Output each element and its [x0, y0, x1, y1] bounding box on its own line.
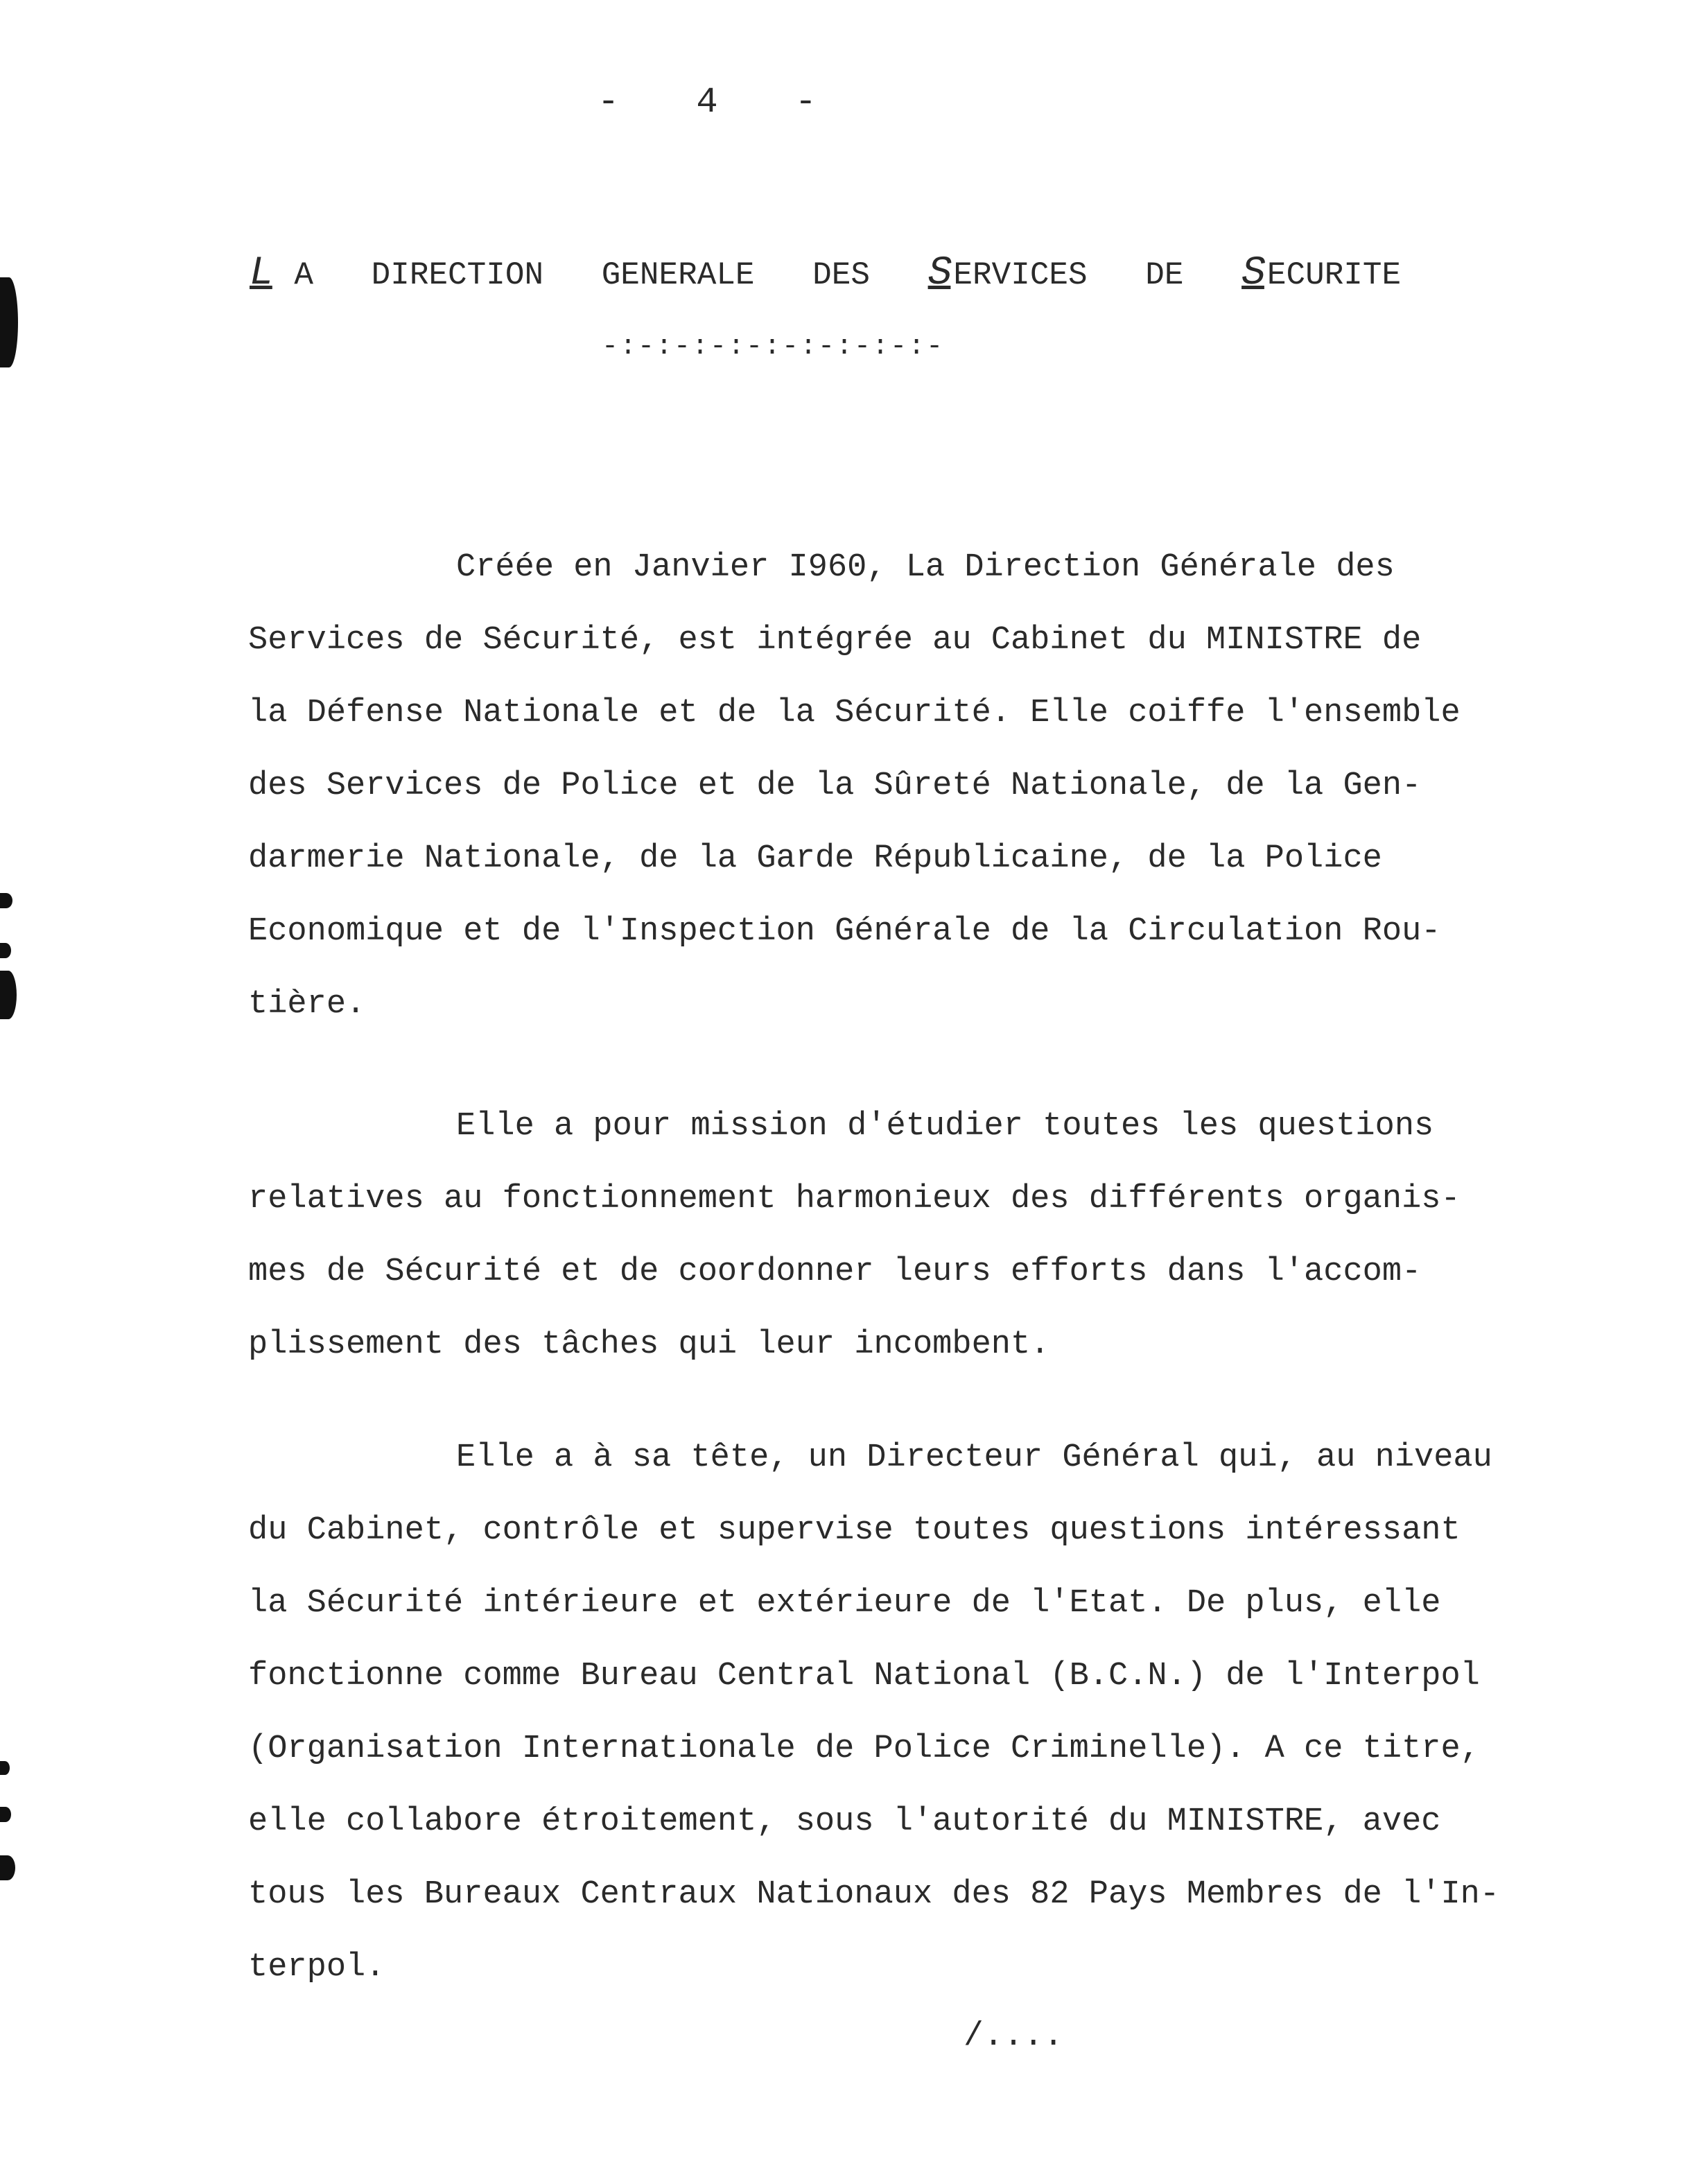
paragraph-mission [248, 1090, 1551, 1381]
paragraph-line: la Défense Nationale et de la Sécurité. Elle coiffe l'ensemble [248, 695, 1461, 731]
heading-word-text: GENERALE [601, 257, 755, 293]
binding-hole-mark [0, 971, 17, 1019]
paragraph-line: du Cabinet, contrôle et supervise toutes questions intéressant [248, 1512, 1461, 1549]
paragraph-line: (Organisation Internationale de Police Criminelle). A ce titre, [248, 1731, 1480, 1767]
binding-hole-mark [0, 1855, 15, 1880]
paragraph-line: des Services de Police et de la Sûreté Nationale, de la Gen- [248, 768, 1422, 804]
heading-word-text: ECURITE [1266, 257, 1402, 293]
heading-word [250, 251, 314, 296]
binding-hole-mark [0, 277, 18, 367]
paragraph-line: Elle a à sa tête, un Directeur Général qui, au niveau [456, 1439, 1492, 1476]
heading-word-text: DIRECTION [371, 257, 544, 293]
heading-word [1241, 251, 1402, 296]
paragraph-line: terpol. [248, 1949, 385, 1986]
paragraph-line: Economique et de l'Inspection Générale de la Circulation Rou- [248, 913, 1441, 950]
binding-hole-mark [0, 893, 12, 908]
paragraph-creation [248, 531, 1551, 1041]
page-number: - 4 - [597, 82, 845, 123]
document-heading [250, 251, 1525, 296]
heading-word-text: DES [812, 257, 870, 293]
paragraph-line: fonctionne comme Bureau Central National (B.C.N.) de l'Interpol [248, 1658, 1480, 1695]
heading-word-text: ERVICES [953, 257, 1088, 293]
heading-word [927, 251, 1088, 296]
heading-word [1145, 257, 1183, 293]
paragraph-line: Elle a pour mission d'étudier toutes les questions [456, 1108, 1434, 1145]
binding-hole-mark [0, 1807, 11, 1822]
paragraph-line: tière. [248, 986, 366, 1023]
heading-word [602, 257, 755, 293]
heading-initial: S [1241, 251, 1264, 296]
paragraph-line: relatives au fonctionnement harmonieux des différents organis- [248, 1181, 1461, 1217]
continuation-mark: /.... [964, 2018, 1064, 2055]
heading-word [372, 257, 543, 293]
paragraph-line: mes de Sécurité et de coordonner leurs efforts dans l'accom- [248, 1254, 1422, 1290]
paragraph-line: plissement des tâches qui leur incombent. [248, 1326, 1050, 1363]
heading-word-text: DE [1145, 257, 1184, 293]
binding-hole-mark [0, 943, 11, 958]
paragraph-line: tous les Bureaux Centraux Nationaux des 82 Pays Membres de l'In- [248, 1876, 1500, 1913]
heading-word-text: A [294, 257, 314, 293]
heading-initial: S [927, 251, 951, 296]
paragraph-line: Créée en Janvier I960, La Direction Générale des [456, 549, 1395, 586]
paragraph-line: Services de Sécurité, est intégrée au Cabinet du MINISTRE de [248, 622, 1422, 659]
paragraph-line: darmerie Nationale, de la Garde Républicaine, de la Police [248, 840, 1382, 877]
paragraph-line: la Sécurité intérieure et extérieure de l'Etat. De plus, elle [248, 1585, 1441, 1622]
paragraph-line: elle collabore étroitement, sous l'autorité du MINISTRE, avec [248, 1803, 1441, 1840]
binding-hole-mark [0, 1761, 10, 1775]
heading-decorative-rule: -:-:-:-:-:-:-:-:-:- [602, 331, 945, 363]
paragraph-leadership [248, 1421, 1551, 2004]
heading-initial: L [250, 251, 272, 296]
heading-word [812, 257, 870, 293]
